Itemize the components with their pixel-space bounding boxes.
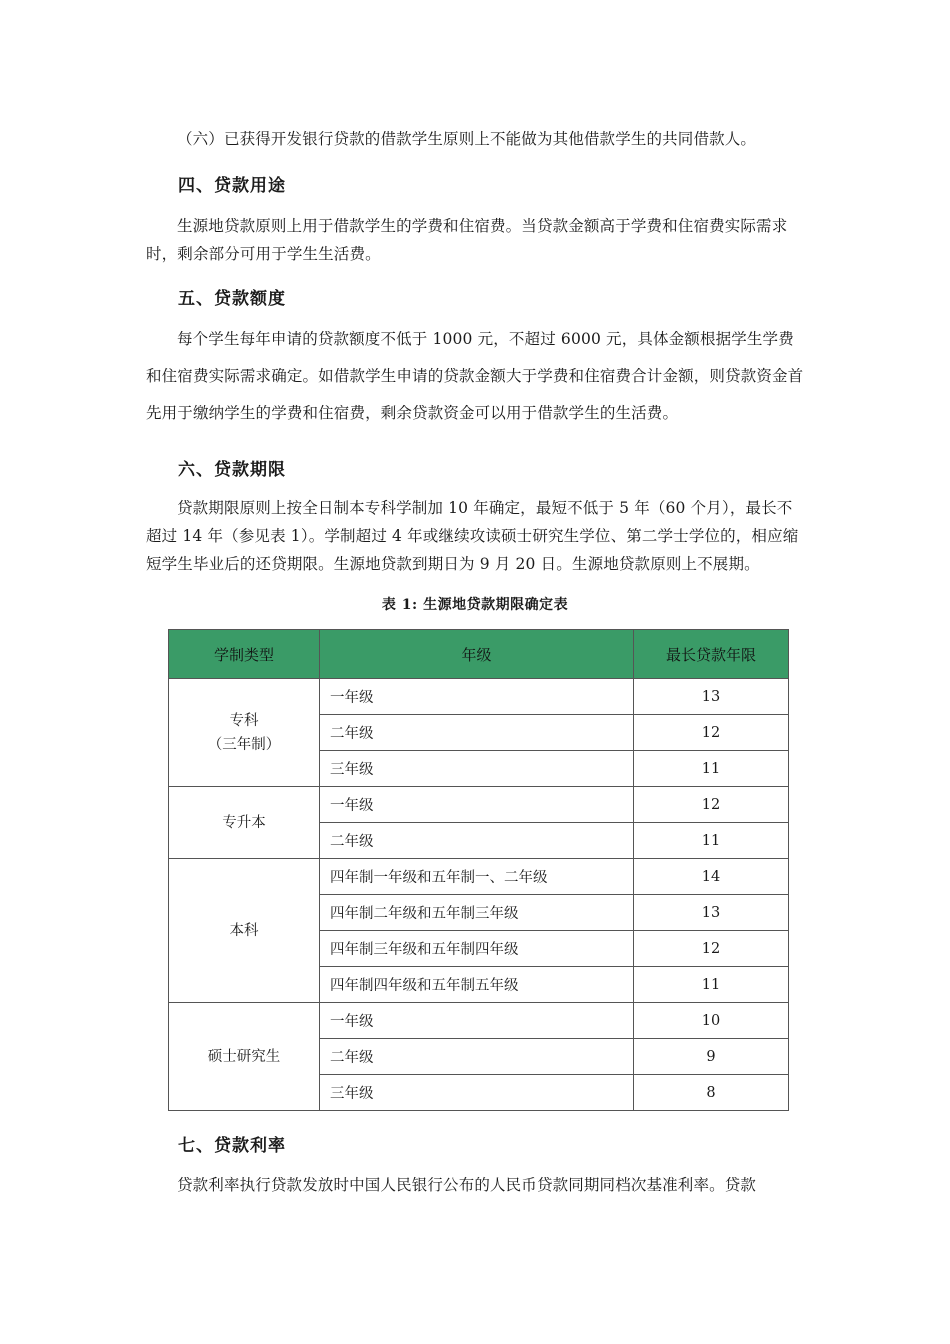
max-term-cell: 9 [634,1039,789,1075]
program-type-cell [169,679,320,787]
max-term-cell: 10 [634,1003,789,1039]
program-type-cell [169,859,320,1003]
program-type-label: 硕士研究生 [207,1048,281,1065]
max-term-cell: 12 [634,931,789,967]
grade-cell: 一年级 [320,787,634,823]
max-term-cell: 12 [634,787,789,823]
table-row [169,679,789,715]
table-header-row [169,630,789,679]
max-term-cell: 13 [634,679,789,715]
heading-loan-rate: 七、贷款利率 [178,1136,286,1156]
grade-cell: 一年级 [320,679,634,715]
max-term-cell: 11 [634,967,789,1003]
grade-cell: 二年级 [320,823,634,859]
grade-cell: 四年制三年级和五年制四年级 [320,931,634,967]
loan-term-table [168,629,789,1111]
heading-loan-usage: 四、贷款用途 [178,176,286,196]
header-program-type: 学制类型 [169,630,320,679]
program-type-label: 专升本 [222,814,266,831]
max-term-cell: 11 [634,823,789,859]
paragraph-loan-rate: 贷款利率执行贷款发放时中国人民银行公布的人民币贷款同期同档次基准利率。贷款 [177,1176,757,1194]
grade-cell: 三年级 [320,1075,634,1111]
grade-cell: 四年制四年级和五年制五年级 [320,967,634,1003]
max-term-cell: 13 [634,895,789,931]
grade-cell: 四年制二年级和五年制三年级 [320,895,634,931]
program-type-label: 专科 [229,712,259,729]
table-row [169,787,789,823]
table-row [169,1003,789,1039]
grade-cell: 二年级 [320,1039,634,1075]
paragraph-loan-term: 贷款期限原则上按全日制本专科学制加 10 年确定，最短不低于 5 年（60 个月），最长不超过 14 年（参见表 1）。学制超过 4 年或继续攻读硕士研究生学位、第二学士学位的，相应缩短学生毕业后的还贷期限。生源地贷款到期日为 9 月 20 日。生源地贷款原则上不展期。 [146,499,799,573]
table-caption: 表 1: 生源地贷款期限确定表 [381,597,569,613]
paragraph-loan-amount: 每个学生每年申请的贷款额度不低于 1000 元，不超过 6000 元，具体金额根据学生学费和住宿费实际需求确定。如借款学生申请的贷款金额大于学费和住宿费合计金额，则贷款资金首先用于缴纳学生的学费和住宿费，剩余贷款资金可以用于借款学生的生活费。 [146,330,804,422]
grade-cell: 三年级 [320,751,634,787]
grade-cell: 二年级 [320,715,634,751]
paragraph-loan-usage: 生源地贷款原则上用于借款学生的学费和住宿费。当贷款金额高于学费和住宿费实际需求时，剩余部分可用于学生生活费。 [146,217,788,263]
heading-loan-term: 六、贷款期限 [178,460,286,480]
max-term-cell: 14 [634,859,789,895]
header-grade: 年级 [320,630,634,679]
max-term-cell: 12 [634,715,789,751]
program-type-cell [169,1003,320,1111]
max-term-cell: 8 [634,1075,789,1111]
program-type-label: 本科 [229,922,259,939]
program-type-sublabel: （三年制） [207,736,281,753]
header-max-term: 最长贷款年限 [634,630,789,679]
grade-cell: 四年制一年级和五年制一、二年级 [320,859,634,895]
table-row [169,859,789,895]
grade-cell: 一年级 [320,1003,634,1039]
paragraph-co-borrower-rule: （六）已获得开发银行贷款的借款学生原则上不能做为其他借款学生的共同借款人。 [177,130,757,148]
max-term-cell: 11 [634,751,789,787]
heading-loan-amount: 五、贷款额度 [178,289,286,309]
program-type-cell [169,787,320,859]
